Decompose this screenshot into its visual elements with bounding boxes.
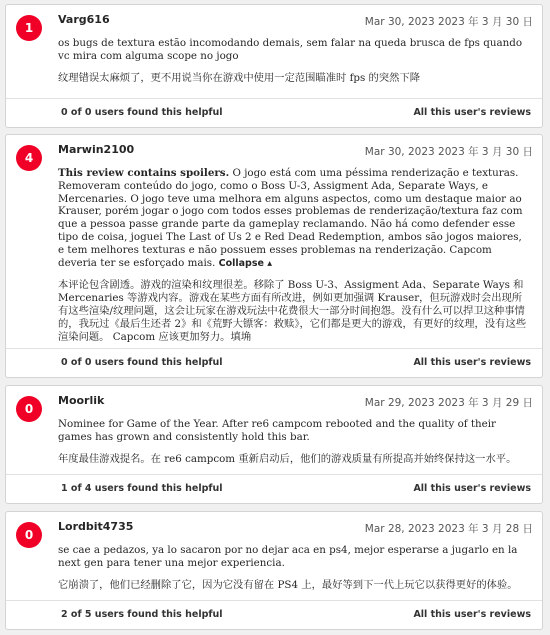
review-text: Nominee for Game of the Year. After re6 campcom rebooted and the quality of their games has grown and consistently hold this bar. bbox=[58, 418, 496, 443]
review-text-content: O jogo está com uma péssima renderização e texturas. Removeram conteúdo do jogo, como o Boss U-3, Assigment Ada, Separate Ways, e Mercenaries. O jogo teve uma melhora em alguns aspectos, como um destaque maior ao Krauser, porém jogar o jogo com todos esses problemas de renderização/textura faz com que a pessoa passe grande parte da gameplay reclamando. Não há como defender esse tipo de coisa, joguei The Last of Us 2 e Red Dead Redemption, ambos são jogos maiores, e tem melhores texturas e não possuem esses problemas na renderização. Capcom deveria ter se esforçado mais. bbox=[58, 167, 523, 269]
score-badge: 0 bbox=[16, 396, 42, 422]
review-body bbox=[58, 544, 530, 591]
author-name[interactable]: Lordbit4735 bbox=[58, 520, 134, 533]
review-header bbox=[6, 5, 542, 37]
review-body bbox=[58, 418, 530, 465]
helpful-count: 0 of 0 users found this helpful bbox=[61, 357, 223, 368]
review-header bbox=[6, 512, 542, 544]
review-footer bbox=[6, 98, 542, 127]
review-header bbox=[6, 386, 542, 418]
review-text: se cae a pedazos, ya lo sacaron por no dejar aca en ps4, mejor esperarse a jugarlo en la next gen para tener una mejor experiencia. bbox=[58, 544, 518, 569]
all-user-reviews-link[interactable]: All this user's reviews bbox=[413, 107, 531, 118]
review-card bbox=[5, 385, 543, 504]
review-date: Mar 30, 2023 2023 年 3 月 30 日 bbox=[364, 146, 533, 158]
review-text: os bugs de textura estão incomodando demais, sem falar na queda brusca de fps quando vc mira com alguma scope no jogo bbox=[58, 37, 523, 62]
author-name[interactable]: Varg616 bbox=[58, 13, 110, 26]
review-body bbox=[58, 37, 530, 84]
review-date: Mar 29, 2023 2023 年 3 月 29 日 bbox=[364, 397, 533, 409]
score-badge: 0 bbox=[16, 522, 42, 548]
score-badge: 1 bbox=[16, 15, 42, 41]
collapse-button[interactable]: Collapse ▴ bbox=[218, 257, 273, 269]
all-user-reviews-link[interactable]: All this user's reviews bbox=[413, 483, 531, 494]
all-user-reviews-link[interactable]: All this user's reviews bbox=[413, 609, 531, 620]
helpful-count: 0 of 0 users found this helpful bbox=[61, 107, 223, 118]
review-header bbox=[6, 135, 542, 167]
review-footer bbox=[6, 348, 542, 377]
review-translation: 纹理错误太麻烦了，更不用说当你在游戏中使用一定范围瞄准时 fps 的突然下降 bbox=[58, 71, 421, 84]
review-footer bbox=[6, 474, 542, 503]
review-date: Mar 28, 2023 2023 年 3 月 28 日 bbox=[364, 523, 533, 535]
review-footer bbox=[6, 600, 542, 629]
author-name[interactable]: Marwin2100 bbox=[58, 143, 135, 156]
author-name[interactable]: Moorlik bbox=[58, 394, 105, 407]
review-translation: 年度最佳游戏提名。在 re6 campcom 重新启动后，他们的游戏质量有所提高并始终保持这一水平。 bbox=[58, 452, 517, 465]
review-translation: 它崩溃了，他们已经删除了它，因为它没有留在 PS4 上，最好等到下一代上玩它以获得更好的体验。 bbox=[58, 578, 518, 591]
review-body bbox=[58, 167, 530, 343]
review-translation: 本评论包含剧透。游戏的渲染和纹理很差。移除了 Boss U-3、Assigment Ada、Separate Ways 和 Mercenaries 等游戏内容。游戏在某些方面有所改进，例如更加强调 Krauser，但玩游戏时会出现所有这些渲染/纹理问题，这会让玩家在游戏玩法中花费很大一部分时间抱怨。没有什么可以捍卫这种事情的，我玩过《最后生还者 2》和《荒野大镖客：救赎》，它们都是更大的游戏，有更好的纹理，没有这些渲染问题。 Capcom 应该更加努力。填埆 bbox=[58, 279, 527, 343]
review-date: Mar 30, 2023 2023 年 3 月 30 日 bbox=[364, 16, 533, 28]
helpful-count: 1 of 4 users found this helpful bbox=[61, 483, 223, 494]
all-user-reviews-link[interactable]: All this user's reviews bbox=[413, 357, 531, 368]
review-card bbox=[5, 4, 543, 128]
score-badge: 4 bbox=[16, 145, 42, 171]
helpful-count: 2 of 5 users found this helpful bbox=[61, 609, 223, 620]
spoiler-notice: This review contains spoilers. bbox=[58, 167, 230, 179]
review-text bbox=[58, 167, 530, 270]
review-card bbox=[5, 134, 543, 378]
review-card bbox=[5, 511, 543, 630]
